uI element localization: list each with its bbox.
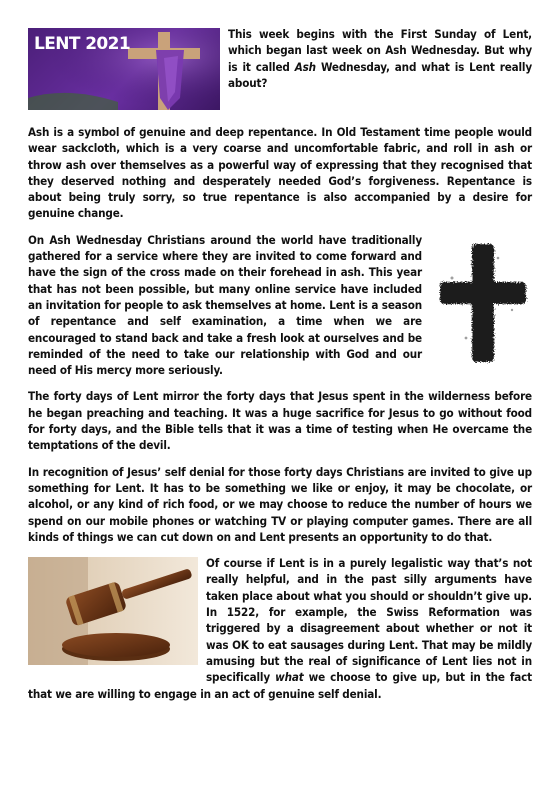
- gavel-image: [28, 557, 198, 669]
- intro-text-a: This week begins with the First Sunday of Lent, which began last week on Ash Wednesday. But why is it called: [228, 27, 532, 74]
- banner-title: LENT 2021: [34, 34, 131, 54]
- gavel-icon: [28, 557, 198, 665]
- legalism-text-a: Of course if Lent is in a purely legalistic way that’s not really helpful, and in the past silly arguments have taken place about what you should or shouldn’t give up. In 1522, for example, the Swiss Reformation was triggered by a disagreement about whether or not it was OK to eat sausages during Lent. That may be mildly amusing but the real of significance of Lent lies not in specifically: [206, 556, 532, 685]
- forty-days-paragraph: The forty days of Lent mirror the forty days that Jesus spent in the wilderness before he began preaching and teaching. It was a huge sacrifice for Jesus to go without food for forty days, and the Bible tells that it was a time of testing when He overcame the temptations of the devil.: [28, 389, 532, 453]
- ash-cross-image: [432, 238, 532, 372]
- ash-cross-icon: [432, 238, 532, 368]
- intro-emphasis: Ash: [294, 59, 316, 74]
- ash-symbol-paragraph: Ash is a symbol of genuine and deep repentance. In Old Testament time people would wear sackcloth, which is a very coarse and uncomfortable fabric, and roll in ash or throw ash over themselves as a powerful way of expressing that they recognised that they deserved nothing and desperately needed God’s forgiveness. Repentance is about being truly sorry, so true repentance is also accompanied by a desire for genuine change.: [28, 125, 532, 221]
- lent-banner: [28, 28, 220, 110]
- newsletter-page: [28, 26, 532, 702]
- intro-text-b: Wednesday, and what is Lent really about?: [228, 59, 532, 90]
- giving-up-paragraph: In recognition of Jesus’ self denial for those forty days Christians are invited to give up something for Lent. It has to be something we like or enjoy, it may be chocolate, or alcohol, or any kind of rich food, or we may choose to reduce the number of hours we spend on our mobile phones or watching TV or playing computer games. There are all kinds of things we can cut down on and Lent presents an opportunity to do that.: [28, 464, 532, 544]
- legalism-text-b: we choose to give up, but in the fact that we are willing to engage in an act of genuine self denial.: [28, 670, 532, 701]
- legalism-emphasis: what: [275, 670, 304, 685]
- ash-wednesday-paragraph: On Ash Wednesday Christians around the world have traditionally gathered for a service where they are invited to come forward and have the sign of the cross made on their forehead in ash. This year that has not been possible, but many online service have included an invitation for people to ask themselves at home. Lent is a season of repentance and self examination, a time when we are encouraged to stand back and take a fresh look at ourselves and be reminded of the need to take our relationship with God and our need of His mercy more seriously.: [28, 232, 422, 378]
